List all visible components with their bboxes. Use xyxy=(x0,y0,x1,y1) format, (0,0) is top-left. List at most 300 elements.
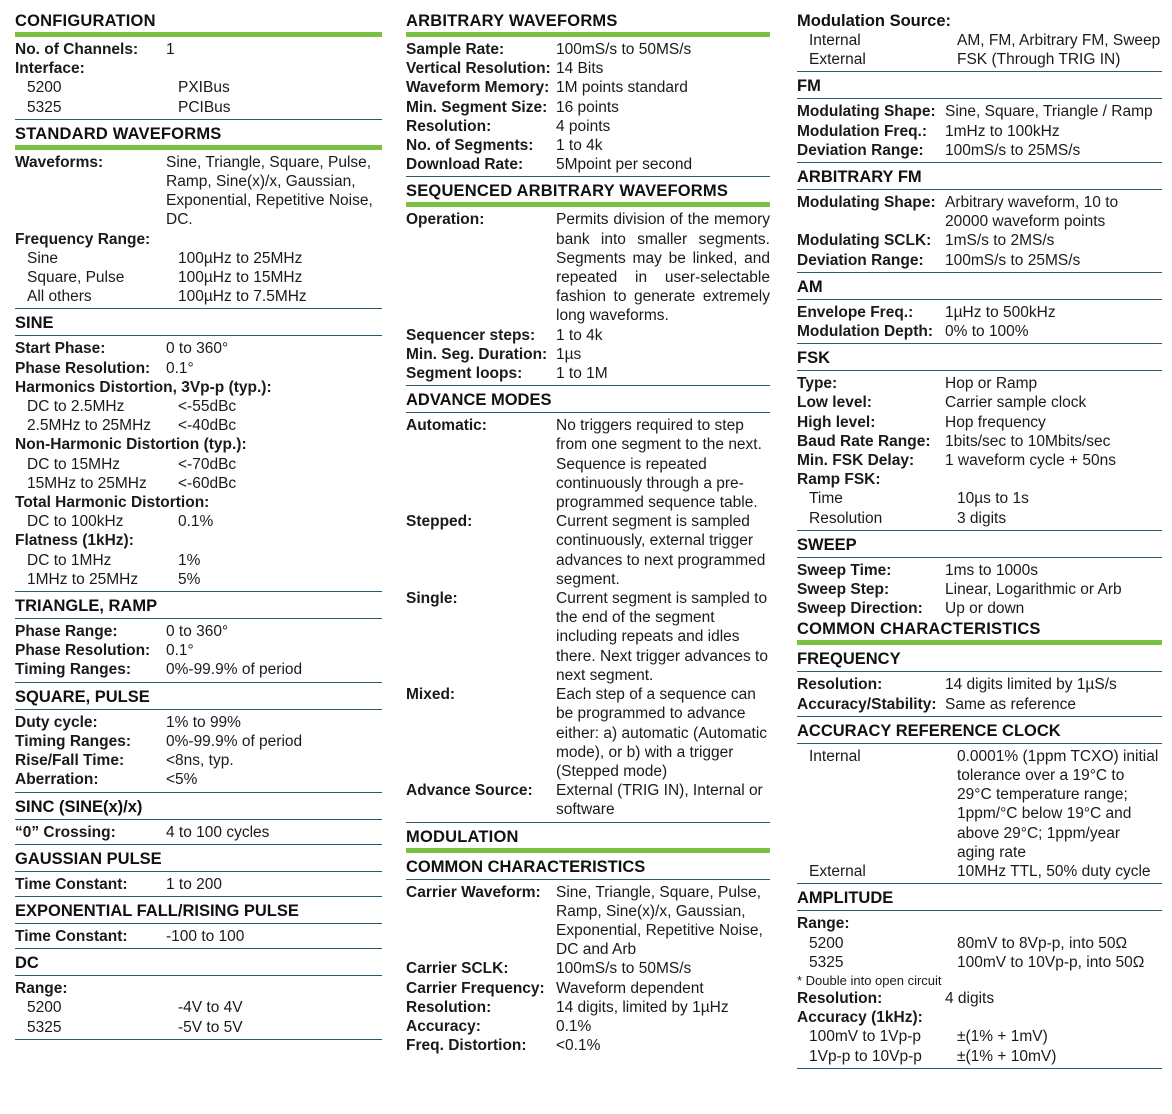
spec-value: 4 digits xyxy=(945,989,995,1007)
spec-row xyxy=(406,326,770,345)
spec-label: Phase Range: xyxy=(15,623,118,641)
section-standard-waveforms xyxy=(15,123,382,310)
spec-row xyxy=(15,823,382,842)
spec-row xyxy=(15,378,382,397)
spec-value: -100 to 100 xyxy=(166,927,245,945)
spec-label: Accuracy (1kHz): xyxy=(797,1009,923,1027)
spec-value xyxy=(945,914,1162,933)
spec-row xyxy=(15,751,382,770)
spec-label: External xyxy=(809,51,866,69)
spec-row xyxy=(15,59,382,78)
section-divider xyxy=(406,822,770,823)
spec-value: 0.1° xyxy=(166,359,194,377)
spec-value: <-60dBc xyxy=(178,474,237,492)
spec-label: DC to 2.5MHz xyxy=(27,398,125,416)
section-divider xyxy=(15,591,382,592)
section-divider xyxy=(797,530,1162,531)
spec-label: Modulating SCLK: xyxy=(797,232,932,250)
spec-label: 5200 xyxy=(27,79,62,97)
section-sequenced-arbitrary-waveforms xyxy=(406,180,770,386)
spec-label: Start Phase: xyxy=(15,340,106,358)
spec-label: Duty cycle: xyxy=(15,713,98,731)
spec-value: 100mS/s to 25MS/s xyxy=(945,141,1081,159)
spec-value: 100mS/s to 50MS/s xyxy=(556,960,692,978)
spec-value: <5% xyxy=(166,771,198,789)
spec-row xyxy=(797,470,1162,489)
spec-value: 0 to 360° xyxy=(166,340,229,358)
spec-row xyxy=(797,231,1162,250)
spec-label: Modulating Shape: xyxy=(797,194,936,212)
spec-value: <-40dBc xyxy=(178,417,237,435)
spec-label: Resolution: xyxy=(406,998,492,1016)
spec-row xyxy=(15,268,382,287)
spec-row xyxy=(797,599,1162,618)
section-gaussian-pulse xyxy=(15,848,382,897)
section-frequency xyxy=(797,648,1162,716)
spec-label: Operation: xyxy=(406,211,485,229)
spec-value: AM, FM, Arbitrary FM, Sweep xyxy=(957,32,1161,49)
section-title: SEQUENCED ARBITRARY WAVEFORMS xyxy=(406,180,770,207)
spec-value: 0%-99.9% of period xyxy=(166,661,303,679)
section-modulation xyxy=(406,826,770,853)
footnote: * Double into open circuit xyxy=(797,972,942,988)
spec-value xyxy=(166,435,382,454)
spec-value xyxy=(166,378,382,397)
spec-value xyxy=(945,470,1162,489)
spec-row xyxy=(15,531,382,550)
section-title: AM xyxy=(797,276,1162,300)
spec-value: 1 xyxy=(166,41,175,58)
spec-value: 1mS/s to 2MS/s xyxy=(945,232,1055,250)
spec-row xyxy=(15,397,382,416)
spec-row xyxy=(797,1027,1162,1046)
spec-label: Automatic: xyxy=(406,417,487,435)
spec-value: 1% to 99% xyxy=(166,713,241,731)
spec-row xyxy=(797,695,1162,714)
spec-row xyxy=(406,155,770,174)
section-divider xyxy=(406,176,770,177)
spec-value: 1 to 4k xyxy=(556,137,603,155)
spec-row xyxy=(15,1018,382,1037)
spec-value: 1ms to 1000s xyxy=(945,561,1039,579)
spec-value: External (TRIG IN), Internal or software xyxy=(556,782,763,819)
spec-row xyxy=(406,59,770,78)
spec-label: “0” Crossing: xyxy=(15,823,116,841)
spec-row xyxy=(797,1008,1162,1027)
spec-value xyxy=(166,59,382,78)
section-divider xyxy=(797,716,1162,717)
spec-row xyxy=(406,40,770,59)
section-title: DC xyxy=(15,952,382,976)
spec-label: Sine xyxy=(27,249,59,267)
section-exponential-fall-rising-pulse xyxy=(15,900,382,949)
section-title: COMMON CHARACTERISTICS xyxy=(406,856,770,880)
section-title: CONFIGURATION xyxy=(15,10,382,37)
spec-row xyxy=(15,474,382,493)
section-sinc-sine-x-x xyxy=(15,796,382,845)
spec-value: Current segment is sampled continuously, external trigger advances to next programmed segment. xyxy=(556,513,766,588)
spec-row xyxy=(15,153,382,230)
spec-label: 5325 xyxy=(27,98,62,116)
section-divider xyxy=(15,896,382,897)
section-sine xyxy=(15,312,382,592)
spec-row xyxy=(15,927,382,946)
spec-value: Each step of a sequence can be programmed to advance either: a) automatic (Automatic mode), or b) with a trigger (Stepped mode) xyxy=(556,686,768,780)
spec-row xyxy=(797,989,1162,1008)
spec-row xyxy=(15,713,382,732)
section-divider xyxy=(797,883,1162,884)
section-arbitrary-fm xyxy=(797,166,1162,273)
spec-row xyxy=(406,979,770,998)
spec-label: Min. Segment Size: xyxy=(406,98,548,116)
spec-value: 3 digits xyxy=(957,509,1007,527)
spec-label: Sweep Step: xyxy=(797,581,890,599)
spec-label: Time Constant: xyxy=(15,875,128,893)
spec-value xyxy=(166,230,382,249)
spec-row xyxy=(797,322,1162,341)
spec-row xyxy=(406,364,770,383)
spec-row xyxy=(797,1047,1162,1066)
spec-row xyxy=(797,580,1162,599)
spec-label: Min. Seg. Duration: xyxy=(406,345,548,363)
section-title: SWEEP xyxy=(797,534,1162,558)
spec-row xyxy=(797,934,1162,953)
spec-value: 1% xyxy=(178,551,201,569)
spec-row xyxy=(797,675,1162,694)
spec-row xyxy=(15,435,382,454)
spec-row xyxy=(15,493,382,512)
spec-row xyxy=(797,122,1162,141)
spec-row xyxy=(797,953,1162,972)
spec-label: Download Rate: xyxy=(406,156,524,174)
spec-row xyxy=(797,747,1162,862)
spec-value: ±(1% + 10mV) xyxy=(957,1047,1057,1065)
spec-label: Resolution: xyxy=(797,676,883,694)
spec-label: Vertical Resolution: xyxy=(406,60,551,78)
spec-value: Sine, Triangle, Square, Pulse, Ramp, Sine(x)/x, Gaussian, Exponential, Repetitive Noise, DC. xyxy=(166,153,373,229)
spec-row xyxy=(797,862,1162,881)
spec-row xyxy=(15,339,382,358)
section-title: MODULATION xyxy=(406,826,770,853)
spec-row xyxy=(406,512,770,589)
section-title: SINC (SINE(x)/x) xyxy=(15,796,382,820)
spec-row xyxy=(15,770,382,789)
spec-label: Sweep Direction: xyxy=(797,600,923,618)
spec-row xyxy=(797,303,1162,322)
spec-value: 0.1° xyxy=(166,642,194,660)
section-title: AMPLITUDE xyxy=(797,887,1162,911)
spec-label: Segment loops: xyxy=(406,365,523,383)
spec-label: Type: xyxy=(797,375,838,393)
spec-label: Range: xyxy=(15,980,68,998)
spec-row xyxy=(15,98,382,117)
spec-row xyxy=(15,249,382,268)
spec-row xyxy=(797,413,1162,432)
section-divider xyxy=(15,844,382,845)
spec-value: 10µs to 1s xyxy=(957,490,1029,508)
spec-value: FSK (Through TRIG IN) xyxy=(957,51,1121,69)
section-title: FM xyxy=(797,75,1162,99)
spec-value: 0 to 360° xyxy=(166,623,229,641)
spec-row xyxy=(15,78,382,97)
section-divider xyxy=(797,272,1162,273)
spec-label: Resolution xyxy=(809,509,883,527)
spec-row xyxy=(15,551,382,570)
spec-row xyxy=(797,141,1162,160)
section-accuracy-reference-clock xyxy=(797,720,1162,884)
section-modulation-source xyxy=(797,10,1162,72)
section-title: Modulation Source: xyxy=(797,12,951,30)
spec-column-3 xyxy=(797,10,1162,1072)
spec-row xyxy=(797,193,1162,231)
section-divider xyxy=(406,385,770,386)
spec-label: Deviation Range: xyxy=(797,251,924,269)
section-fsk xyxy=(797,347,1162,531)
spec-row xyxy=(406,685,770,781)
spec-value: <-70dBc xyxy=(178,455,237,473)
spec-label: Low level: xyxy=(797,394,872,412)
spec-row xyxy=(797,251,1162,270)
spec-value: Hop or Ramp xyxy=(945,375,1038,393)
spec-value: 1µHz to 500kHz xyxy=(945,303,1056,321)
spec-row xyxy=(15,732,382,751)
spec-value: 0%-99.9% of period xyxy=(166,732,303,750)
spec-row xyxy=(797,509,1162,528)
section-configuration xyxy=(15,10,382,120)
spec-row xyxy=(797,451,1162,470)
section-title: ARBITRARY FM xyxy=(797,166,1162,190)
spec-label: Phase Resolution: xyxy=(15,642,151,660)
spec-label: Deviation Range: xyxy=(797,141,924,159)
spec-value: Sine, Square, Triangle / Ramp xyxy=(945,103,1153,121)
spec-row xyxy=(406,1017,770,1036)
section-divider xyxy=(15,1039,382,1040)
section-title: EXPONENTIAL FALL/RISING PULSE xyxy=(15,900,382,924)
spec-value: Waveform dependent xyxy=(556,979,704,997)
spec-value: 0.0001% (1ppm TCXO) initial tolerance over a 19°C to 29°C temperature range; 1ppm/°C below 19°C and above 29°C; 1ppm/year aging rate xyxy=(957,747,1159,861)
spec-value xyxy=(945,1008,1162,1027)
spec-row xyxy=(15,359,382,378)
spec-label: Sequencer steps: xyxy=(406,326,536,344)
section-divider xyxy=(15,682,382,683)
spec-label: Mixed: xyxy=(406,686,456,704)
spec-label: DC to 1MHz xyxy=(27,551,112,569)
spec-value: 100mS/s to 25MS/s xyxy=(945,251,1081,269)
section-title: ADVANCE MODES xyxy=(406,389,770,413)
spec-row xyxy=(15,570,382,589)
spec-value xyxy=(166,531,382,550)
spec-value: 4 to 100 cycles xyxy=(166,823,270,841)
spec-row xyxy=(406,98,770,117)
spec-label: Ramp FSK: xyxy=(797,471,881,489)
section-title: ARBITRARY WAVEFORMS xyxy=(406,10,770,37)
section-title: SINE xyxy=(15,312,382,336)
spec-label: Accuracy/Stability: xyxy=(797,695,937,713)
spec-row xyxy=(797,102,1162,121)
spec-row xyxy=(406,416,770,512)
spec-label: Interface: xyxy=(15,60,85,78)
section-title: COMMON CHARACTERISTICS xyxy=(797,618,1162,645)
spec-value: 16 points xyxy=(556,98,619,116)
spec-value: 1mHz to 100kHz xyxy=(945,122,1060,140)
spec-label: High level: xyxy=(797,413,876,431)
spec-label: Modulation Freq.: xyxy=(797,122,928,140)
spec-label: 100mV to 1Vp-p xyxy=(809,1028,922,1046)
section-triangle-ramp xyxy=(15,595,382,683)
spec-value: 1 to 4k xyxy=(556,326,603,344)
spec-value: Current segment is sampled to the end of the segment including repeats and idles there. Next trigger advances to next segment. xyxy=(556,590,768,684)
spec-label: Stepped: xyxy=(406,513,473,531)
spec-value: 14 Bits xyxy=(556,60,604,78)
section-title: STANDARD WAVEFORMS xyxy=(15,123,382,150)
spec-value: Same as reference xyxy=(945,695,1076,713)
spec-value: 5% xyxy=(178,570,201,588)
spec-label: Waveforms: xyxy=(15,153,104,171)
section-sweep xyxy=(797,534,1162,619)
spec-row xyxy=(797,432,1162,451)
spec-label: Time xyxy=(809,490,843,508)
spec-label: Aberration: xyxy=(15,771,99,789)
spec-label: Time Constant: xyxy=(15,927,128,945)
spec-row xyxy=(15,287,382,306)
spec-label: Timing Ranges: xyxy=(15,661,131,679)
spec-label: Waveform Memory: xyxy=(406,79,550,97)
spec-label: Flatness (1kHz): xyxy=(15,532,134,550)
section-title: TRIANGLE, RAMP xyxy=(15,595,382,619)
spec-row xyxy=(406,959,770,978)
spec-label: 5325 xyxy=(809,953,844,971)
spec-row xyxy=(15,455,382,474)
spec-label: 5200 xyxy=(809,934,844,952)
spec-label: No. of Segments: xyxy=(406,137,534,155)
spec-row xyxy=(797,489,1162,508)
spec-label: Carrier SCLK: xyxy=(406,960,509,978)
spec-label: Non-Harmonic Distortion (typ.): xyxy=(15,436,247,454)
section-dc xyxy=(15,952,382,1040)
spec-label: External xyxy=(809,863,866,881)
spec-row xyxy=(15,416,382,435)
spec-value: 0.1% xyxy=(178,513,214,531)
spec-value: No triggers required to step from one segment to the next. Sequence is repeated continuously through a pre-programmed sequence table. xyxy=(556,417,762,512)
spec-label: 1MHz to 25MHz xyxy=(27,570,139,588)
spec-value: 100µHz to 25MHz xyxy=(178,249,303,267)
section-title: FSK xyxy=(797,347,1162,371)
spec-label: 5200 xyxy=(27,999,62,1017)
spec-value: 14 digits limited by 1µS/s xyxy=(945,676,1117,694)
spec-row xyxy=(406,345,770,364)
section-divider xyxy=(15,792,382,793)
spec-label: Rise/Fall Time: xyxy=(15,752,125,770)
spec-label: Modulating Shape: xyxy=(797,103,936,121)
section-divider xyxy=(797,162,1162,163)
spec-label: Phase Resolution: xyxy=(15,359,151,377)
section-fm xyxy=(797,75,1162,163)
spec-value: 100µHz to 7.5MHz xyxy=(178,288,307,306)
spec-label: Sweep Time: xyxy=(797,561,892,579)
section-title: FREQUENCY xyxy=(797,648,1162,672)
spec-value: ±(1% + 1mV) xyxy=(957,1028,1048,1046)
spec-row xyxy=(15,875,382,894)
spec-label: Range: xyxy=(797,915,850,933)
section-am xyxy=(797,276,1162,344)
spec-label: Modulation Depth: xyxy=(797,323,934,341)
spec-row xyxy=(406,1036,770,1055)
spec-row xyxy=(797,393,1162,412)
spec-label: Timing Ranges: xyxy=(15,732,131,750)
section-divider xyxy=(797,1068,1162,1069)
spec-value: 100mS/s to 50MS/s xyxy=(556,41,692,58)
section-advance-modes xyxy=(406,389,770,822)
spec-label: 1Vp-p to 10Vp-p xyxy=(809,1047,922,1065)
spec-label: Resolution: xyxy=(406,117,492,135)
spec-label: No. of Channels: xyxy=(15,41,139,58)
spec-row xyxy=(15,230,382,249)
spec-value: 0% to 100% xyxy=(945,323,1029,341)
spec-value: 0.1% xyxy=(556,1017,592,1035)
section-arbitrary-waveforms xyxy=(406,10,770,177)
spec-row xyxy=(406,136,770,155)
section-common-characteristics xyxy=(797,618,1162,645)
spec-label: 15MHz to 25MHz xyxy=(27,474,147,492)
section-square-pulse xyxy=(15,686,382,793)
spec-value: Arbitrary waveform, 10 to 20000 waveform points xyxy=(945,194,1119,231)
section-divider xyxy=(15,308,382,309)
spec-value xyxy=(166,979,382,998)
spec-label: Advance Source: xyxy=(406,782,533,800)
section-title: ACCURACY REFERENCE CLOCK xyxy=(797,720,1162,744)
spec-value: 80mV to 8Vp-p, into 50Ω xyxy=(957,934,1128,952)
spec-label: DC to 15MHz xyxy=(27,455,121,473)
spec-row xyxy=(406,117,770,136)
spec-value: <8ns, typ. xyxy=(166,752,234,770)
section-amplitude xyxy=(797,887,1162,1068)
spec-value: Carrier sample clock xyxy=(945,394,1087,412)
spec-label: Carrier Frequency: xyxy=(406,979,545,997)
section-divider xyxy=(15,119,382,120)
spec-label: Internal xyxy=(809,747,861,765)
spec-label: 2.5MHz to 25MHz xyxy=(27,417,152,435)
spec-value: 5Mpoint per second xyxy=(556,156,693,174)
spec-value: <-55dBc xyxy=(178,398,237,416)
spec-value: Linear, Logarithmic or Arb xyxy=(945,581,1122,599)
spec-label: Carrier Waveform: xyxy=(406,883,541,901)
spec-label: Baud Rate Range: xyxy=(797,432,931,450)
spec-label: Internal xyxy=(809,32,861,49)
section-title: GAUSSIAN PULSE xyxy=(15,848,382,872)
spec-label: Frequency Range: xyxy=(15,230,151,248)
spec-value: Up or down xyxy=(945,600,1025,618)
spec-value: <0.1% xyxy=(556,1037,601,1055)
spec-value: -4V to 4V xyxy=(178,999,243,1017)
spec-label: Freq. Distortion: xyxy=(406,1037,527,1055)
spec-row xyxy=(797,50,1162,69)
spec-row xyxy=(406,589,770,685)
spec-label: Accuracy: xyxy=(406,1017,481,1035)
section-title: SQUARE, PULSE xyxy=(15,686,382,710)
spec-row xyxy=(15,40,382,59)
spec-column-1 xyxy=(15,10,382,1043)
spec-column-2 xyxy=(406,10,770,1055)
spec-value: 1 to 1M xyxy=(556,365,608,383)
spec-row xyxy=(15,660,382,679)
spec-value: PXIBus xyxy=(178,79,230,97)
spec-value: 1bits/sec to 10Mbits/sec xyxy=(945,432,1111,450)
spec-label: 5325 xyxy=(27,1018,62,1036)
spec-row xyxy=(15,641,382,660)
spec-row xyxy=(797,914,1162,933)
spec-value: 4 points xyxy=(556,117,611,135)
spec-row xyxy=(15,998,382,1017)
